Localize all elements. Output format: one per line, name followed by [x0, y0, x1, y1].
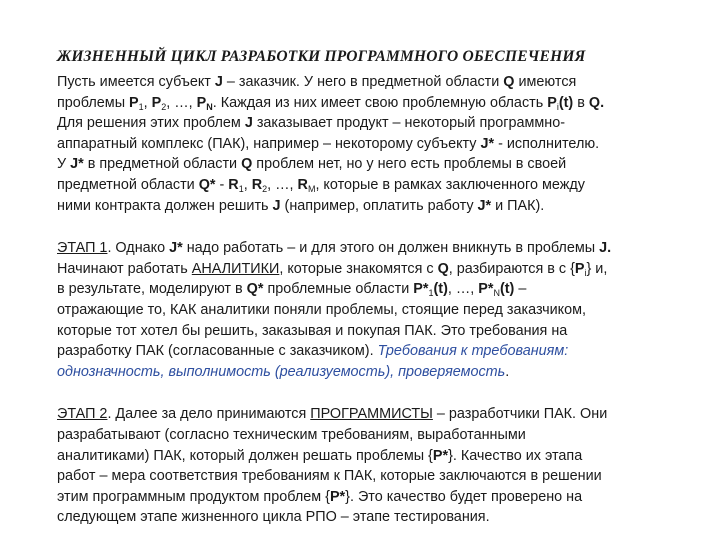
programmers-term: ПРОГРАММИСТЫ: [310, 406, 433, 423]
stage2-label: ЭТАП 2: [57, 406, 108, 423]
text-line: предметной области $Q* - R_1$, $R_2$, …, $R_M$, которые в рамках заключенного между: [57, 176, 585, 194]
requirements-note: Требования к требованиям:: [377, 343, 569, 360]
text-line: ними контракта должен решить J (например, оплатить работу J* и ПАК).: [57, 197, 545, 214]
text-line: проблемы $P_1$, $P_2$, …, $P_N$. Каждая из них имеет свою проблемную область $P_i(t)$ в Q.: [57, 94, 605, 112]
text-line: которые тот хотел бы решить, заказывая и покупая ПАК. Это требования на: [57, 322, 568, 339]
stage2-paragraph: [57, 404, 697, 528]
text-line: ЭТАП 2. Далее за дело принимаются ПРОГРАММИСТЫ – разработчики ПАК. Они: [57, 406, 608, 423]
text-line: Для решения этих проблем J заказывает продукт – некоторый программно-: [57, 115, 566, 132]
slide-title: ЖИЗНЕННЫЙ ЦИКЛ РАЗРАБОТКИ ПРОГРАММНОГО ОБЕСПЕЧЕНИЯ: [57, 48, 586, 65]
stage1-label: ЭТАП 1: [57, 240, 108, 257]
text-line: в результате, моделируют в Q* проблемные области $P*_1(t)$, …, $P*_N(t)$ –: [57, 281, 527, 299]
paragraph-gap: [57, 382, 697, 404]
text-line: ЭТАП 1. Однако J* надо работать – и для этого он должен вникнуть в проблемы J.: [57, 240, 612, 257]
slide: [57, 46, 697, 528]
intro-paragraph: [57, 72, 697, 216]
text-line: аналитиками) ПАК, который должен решать проблемы {P*}. Качество их этапа: [57, 447, 583, 464]
text-line: работ – мера соответствия требованиям к ПАК, которые заключаются в решении: [57, 468, 602, 485]
requirements-list: однозначность, выполнимость (реализуемость), проверяемость: [57, 363, 506, 380]
text-line: разрабатывают (согласно техническим требованиям, выработанными: [57, 426, 526, 443]
text-line: однозначность, выполнимость (реализуемость), проверяемость.: [57, 363, 510, 380]
paragraph-gap: [57, 216, 697, 238]
text-line: разработку ПАК (согласованные с заказчиком). Требования к требованиям:: [57, 343, 569, 360]
text-line: Пусть имеется субъект J – заказчик. У него в предметной области Q имеются: [57, 74, 577, 90]
text-line: Начинают работать АНАЛИТИКИ, которые знакомятся с Q, разбираются в с $\{P_i\}$ и,: [57, 260, 608, 278]
analysts-term: АНАЛИТИКИ: [191, 260, 280, 277]
text-line: У J* в предметной области Q проблем нет, но у него есть проблемы в своей: [57, 156, 567, 173]
text-line: отражающие то, КАК аналитики поняли проблемы, стоящие перед заказчиком,: [57, 301, 586, 318]
text-line: этим программным продуктом проблем {P*}. Это качество будет проверено на: [57, 488, 583, 505]
text-line: следующем этапе жизненного цикла РПО – этапе тестирования.: [57, 509, 490, 526]
text-line: аппаратный комплекс (ПАК), например – некоторому субъекту J* - исполнителю.: [57, 135, 600, 152]
stage1-paragraph: [57, 238, 697, 382]
